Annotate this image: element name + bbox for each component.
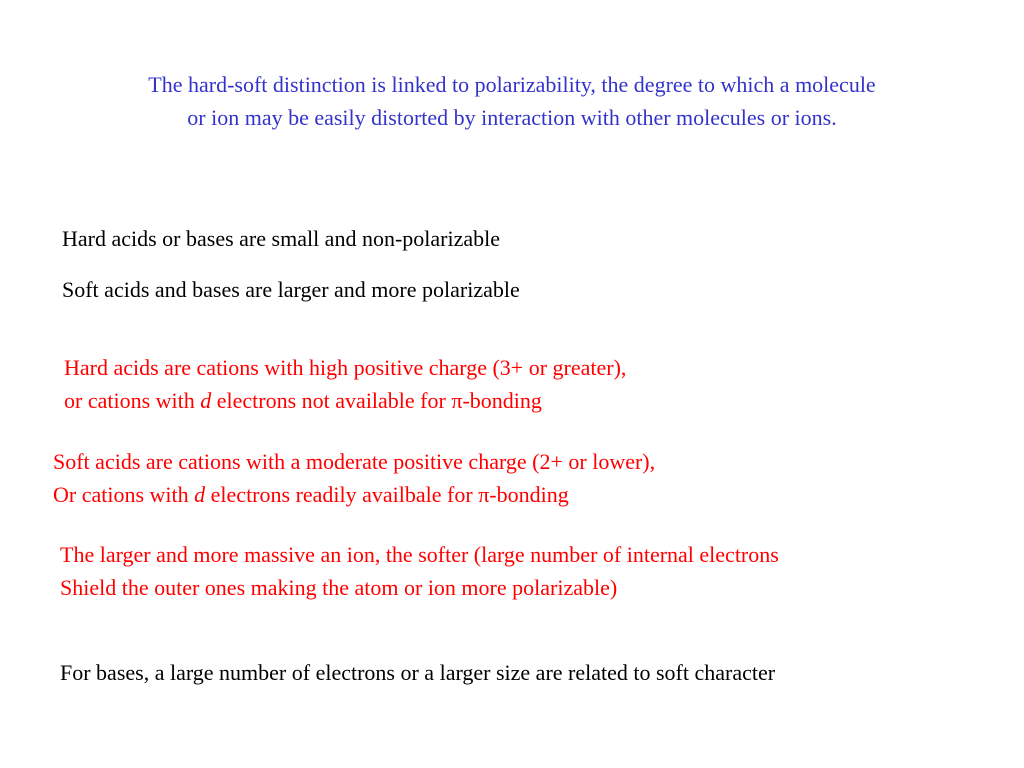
soft-acids-line-1: Soft acids are cations with a moderate positive charge (2+ or lower), [53,449,656,474]
hard-acids-line-1: Hard acids are cations with high positive charge (3+ or greater), [64,355,627,380]
bases-note: For bases, a large number of electrons or a larger size are related to soft character [60,660,776,685]
size-note-line-1: The larger and more massive an ion, the softer (large number of internal electrons [60,542,779,567]
intro-line-2: or ion may be easily distorted by interaction with other molecules or ions. [187,105,837,130]
soft-acids-line-2-before: Or cations with [53,482,195,507]
intro-line-1: The hard-soft distinction is linked to polarizability, the degree to which a molecule [148,72,876,97]
soft-acids-line-2 [53,478,655,511]
hard-acids-line-2-after: electrons not available for π-bonding [211,388,542,413]
soft-acids-d-italic: d [194,482,206,507]
soft-acids-line-2-after: electrons readily availbale for π-bonding [205,482,569,507]
soft-acids-paragraph [53,445,655,511]
hard-acids-d-italic: d [200,388,212,413]
hard-acids-line-2 [64,384,626,417]
intro-paragraph [0,68,1024,134]
soft-definition: Soft acids and bases are larger and more polarizable [62,277,520,302]
hard-acids-paragraph [64,351,626,417]
hard-definition: Hard acids or bases are small and non-polarizable [62,226,500,251]
size-note-line-2: Shield the outer ones making the atom or ion more polarizable) [60,575,618,600]
hard-acids-line-2-before: or cations with [64,388,201,413]
size-note-paragraph [60,538,779,604]
